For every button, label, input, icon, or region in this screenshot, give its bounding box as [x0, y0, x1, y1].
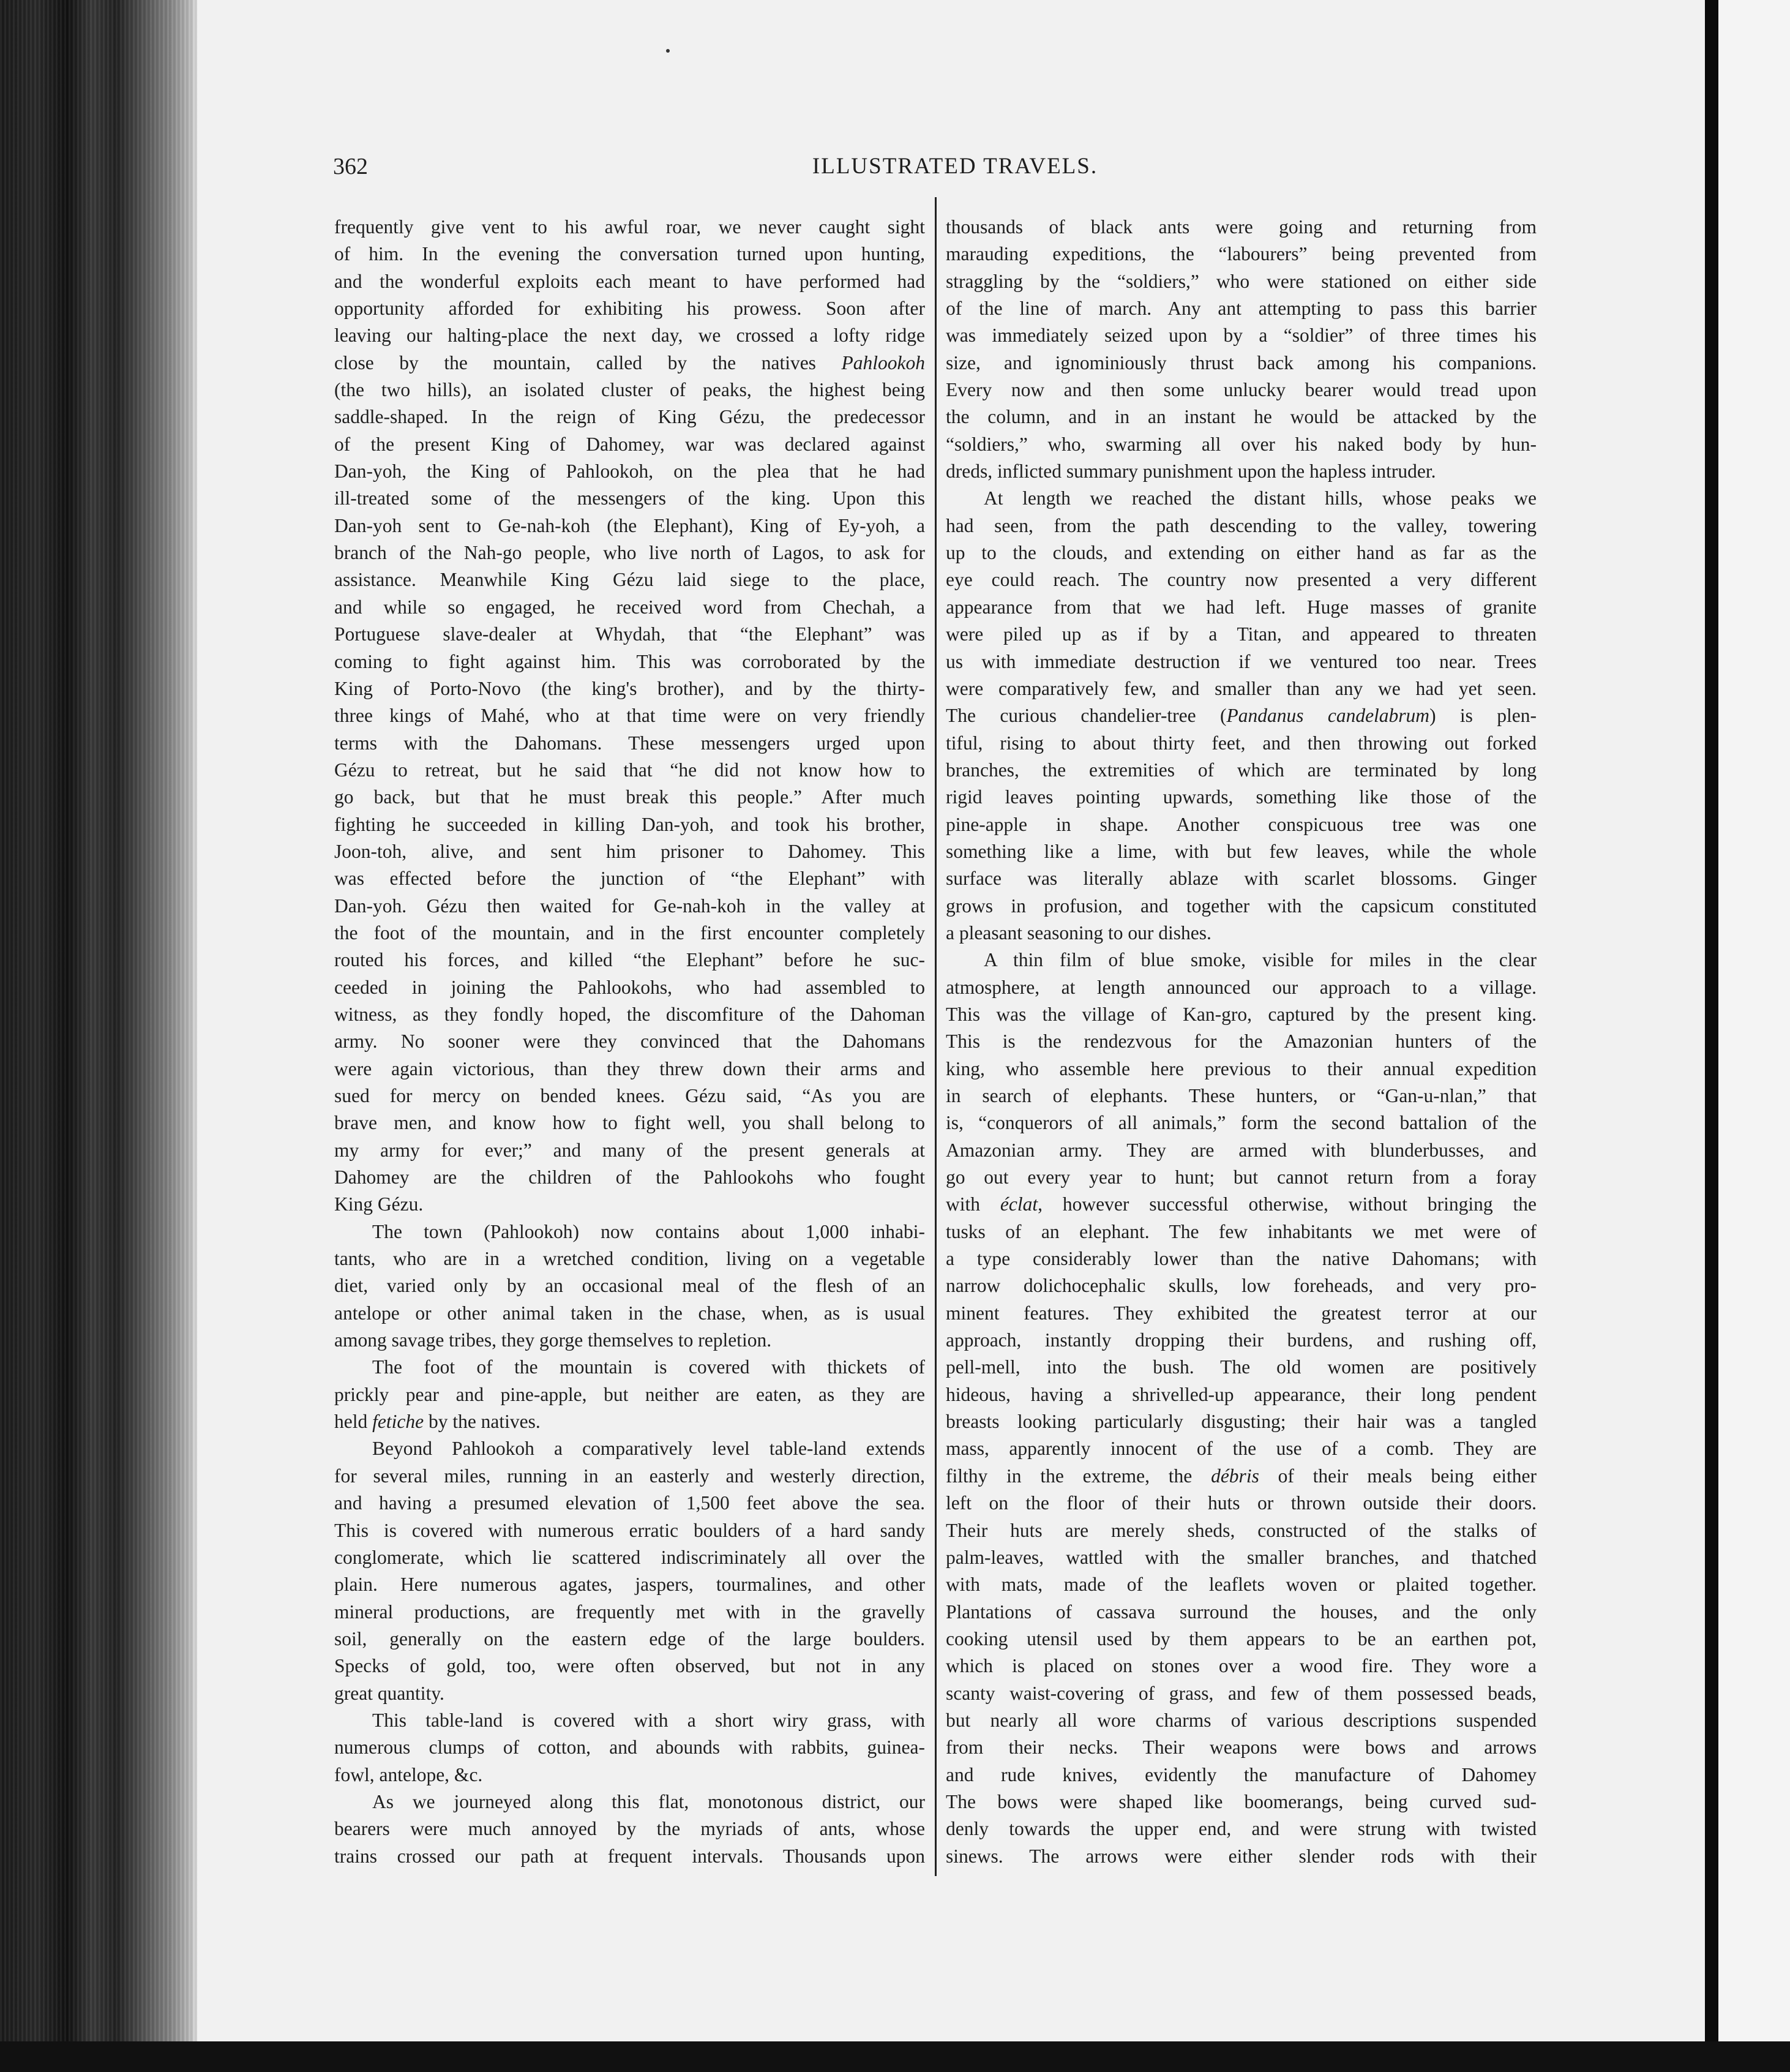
text-line: but nearly all wore charms of various descriptions suspended [946, 1709, 1537, 1731]
text-line: hideous, having a shrivelled-up appearance, their long pendent [946, 1383, 1537, 1405]
text-line: At length we reached the distant hills, whose peaks we [984, 487, 1537, 509]
text-line: As we journeyed along this flat, monotonous district, our [372, 1790, 925, 1812]
text-line: and having a presumed elevation of 1,500 feet above the sea. [334, 1492, 925, 1514]
column-rule [935, 197, 937, 1876]
text-line: were again victorious, than they threw down their arms and [334, 1057, 925, 1079]
text-line: king, who assemble here previous to their annual expedition [946, 1057, 1537, 1079]
text-line: go back, but that he must break this people.” After much [334, 786, 925, 808]
paragraph [946, 947, 1537, 1870]
text-line: sued for mercy on bended knees. Gézu said, “As you are [334, 1085, 925, 1106]
italic-term: débris [1211, 1465, 1259, 1487]
text-line: antelope or other animal taken in the chase, when, as is usual [334, 1302, 925, 1324]
text-line: size, and ignominiously thrust back among his companions. [946, 351, 1537, 373]
italic-term: Pahlookoh [841, 351, 925, 373]
text-line: tants, who are in a wretched condition, living on a vegetable [334, 1248, 925, 1270]
text-line [334, 1408, 925, 1435]
text-line: fowl, antelope, &c. [334, 1763, 483, 1785]
text-line: left on the floor of their huts or thrown outside their doors. [946, 1492, 1537, 1514]
book-binding-edge [0, 0, 197, 2072]
text-line: plain. Here numerous agates, jaspers, tourmalines, and other [334, 1574, 925, 1596]
text-line: were piled up as if by a Titan, and appeared to threaten [946, 623, 1537, 645]
text-line: Portuguese slave-dealer at Whydah, that “the Elephant” was [334, 623, 925, 645]
text-line: three kings of Mahé, who at that time were on very friendly [334, 705, 925, 727]
text-line: ill-treated some of the messengers of the king. Upon this [334, 487, 925, 509]
text-line: mass, apparently innocent of the use of a comb. They are [946, 1438, 1537, 1460]
text-segment: with [946, 1193, 1000, 1215]
text-line: The town (Pahlookoh) now contains about 1,000 inhabi- [372, 1220, 925, 1242]
left-column [334, 214, 925, 1870]
text-line: The foot of the mountain is covered with thickets of [372, 1356, 925, 1378]
text-line: among savage tribes, they gorge themselves to repletion. [334, 1329, 772, 1351]
text-segment: held [334, 1411, 373, 1433]
italic-term: Pandanus candelabrum [1226, 705, 1430, 727]
text-line: palm-leaves, wattled with the smaller branches, and thatched [946, 1546, 1537, 1568]
text-line: routed his forces, and killed “the Elephant” before he suc- [334, 949, 925, 971]
text-line: surface was literally ablaze with scarlet blossoms. Ginger [946, 868, 1537, 890]
text-line: This is covered with numerous erratic boulders of a hard sandy [334, 1519, 925, 1541]
text-line: approach, instantly dropping their burdens, and rushing off, [946, 1329, 1537, 1351]
adjacent-page-edge [1718, 0, 1790, 2041]
text-line: bearers were much annoyed by the myriads of ants, whose [334, 1818, 925, 1840]
text-line: conglomerate, which lie scattered indiscriminately all over the [334, 1546, 925, 1568]
text-line: tiful, rising to about thirty feet, and then throwing out forked [946, 732, 1537, 754]
text-line: was immediately seized upon by a “soldier” of three times his [946, 325, 1537, 347]
text-line: Dan-yoh. Gézu then waited for Ge-nah-koh in the valley at [334, 895, 925, 917]
text-line: mineral productions, are frequently met with in the gravelly [334, 1601, 925, 1623]
text-line: This table-land is covered with a short wiry grass, with [372, 1709, 925, 1731]
text-line: go out every year to hunt; but cannot return from a foray [946, 1166, 1537, 1188]
text-line: of the present King of Dahomey, war was declared against [334, 433, 925, 455]
text-line: witness, as they fondly hoped, the discomfiture of the Dahoman [334, 1003, 925, 1025]
text-line: up to the clouds, and extending on either hand as far as the [946, 542, 1537, 564]
text-line: assistance. Meanwhile King Gézu laid siege to the place, [334, 569, 925, 591]
text-line: cooking utensil used by them appears to be an earthen pot, [946, 1627, 1537, 1650]
text-segment: filthy in the extreme, the [946, 1465, 1211, 1487]
text-line: had seen, from the path descending to the valley, towering [946, 514, 1537, 536]
text-line: Amazonian army. They are armed with blunderbusses, and [946, 1139, 1537, 1161]
text-line: prickly pear and pine-apple, but neither are eaten, as they are [334, 1383, 925, 1405]
text-line: opportunity afforded for exhibiting his prowess. Soon after [334, 298, 925, 320]
paragraph [334, 1789, 925, 1870]
text-segment: , however successful otherwise, without bringing the [1038, 1193, 1537, 1215]
text-line: leaving our halting-place the next day, we crossed a lofty ridge [334, 325, 925, 347]
text-line: King of Porto-Novo (the king's brother), and by the thirty- [334, 677, 925, 699]
paragraph [334, 214, 925, 1218]
text-segment: by the natives. [424, 1411, 541, 1433]
text-line [946, 1463, 1537, 1490]
text-line: us with immediate destruction if we ventured too near. Trees [946, 650, 1537, 672]
text-line: the column, and in an instant he would be attacked by the [946, 406, 1537, 428]
text-line: straggling by the “soldiers,” who were stationed on either side [946, 270, 1537, 292]
paragraph [334, 1354, 925, 1435]
text-line: tusks of an elephant. The few inhabitants we met were of [946, 1220, 1537, 1242]
paragraph [334, 1218, 925, 1354]
text-line: dreds, inflicted summary punishment upon the hapless intruder. [946, 460, 1436, 482]
text-line: branch of the Nah-go people, who live north of Lagos, to ask for [334, 542, 925, 564]
text-line: Plantations of cassava surround the houses, and the only [946, 1601, 1537, 1623]
text-line [334, 350, 925, 377]
text-line: pell-mell, into the bush. The old women are positively [946, 1356, 1537, 1378]
text-line: fighting he succeeded in killing Dan-yoh, and took his brother, [334, 813, 925, 835]
scan-bottom-edge [0, 2041, 1790, 2072]
paragraph [946, 214, 1537, 485]
text-line: King Gézu. [334, 1193, 424, 1215]
text-line: is, “conquerors of all animals,” form the second battalion of the [946, 1112, 1537, 1134]
text-line: Specks of gold, too, were often observed, but not in any [334, 1655, 925, 1677]
text-line: of the line of march. Any ant attempting to pass this barrier [946, 298, 1537, 320]
text-line: soil, generally on the eastern edge of the large boulders. [334, 1627, 925, 1650]
text-line: Their huts are merely sheds, constructed of the stalks of [946, 1519, 1537, 1541]
text-line: Joon-toh, alive, and sent him prisoner to Dahomey. This [334, 840, 925, 862]
text-line: Every now and then some unlucky bearer would tread upon [946, 379, 1537, 401]
text-line: great quantity. [334, 1682, 444, 1704]
text-line: a pleasant seasoning to our dishes. [946, 922, 1211, 944]
text-line: brave men, and know how to fight well, you shall belong to [334, 1112, 925, 1134]
text-line: from their necks. Their weapons were bows and arrows [946, 1736, 1537, 1759]
text-line: Dan-yoh, the King of Pahlookoh, on the plea that he had [334, 460, 925, 482]
text-line: “soldiers,” who, swarming all over his naked body by hun- [946, 433, 1537, 455]
text-line: appearance from that we had left. Huge masses of granite [946, 596, 1537, 618]
text-line: in search of elephants. These hunters, or “Gan-u-nlan,” that [946, 1085, 1537, 1106]
italic-term: éclat [1000, 1193, 1038, 1215]
text-line [946, 702, 1537, 729]
text-segment: ) is plen- [1429, 705, 1537, 727]
text-line: Dahomey are the children of the Pahlookohs who fought [334, 1166, 925, 1188]
text-line: minent features. They exhibited the greatest terror at our [946, 1302, 1537, 1324]
text-line: coming to fight against him. This was corroborated by the [334, 650, 925, 672]
text-line: This is the rendezvous for the Amazonian hunters of the [946, 1030, 1537, 1053]
page-number: 362 [333, 154, 368, 179]
text-line: sinews. The arrows were either slender rods with their [946, 1845, 1537, 1867]
text-line: were comparatively few, and smaller than any we had yet seen. [946, 677, 1537, 699]
text-line: thousands of black ants were going and returning from [946, 216, 1537, 238]
text-line: terms with the Dahomans. These messengers urged upon [334, 732, 925, 754]
text-line: eye could reach. The country now presented a very different [946, 569, 1537, 591]
running-head: ILLUSTRATED TRAVELS. [812, 154, 1098, 179]
text-line: denly towards the upper end, and were strung with twisted [946, 1818, 1537, 1840]
text-line: something like a lime, with but few leaves, while the whole [946, 840, 1537, 862]
text-line: and rude knives, evidently the manufacture of Dahomey [946, 1763, 1537, 1785]
text-line: my army for ever;” and many of the present generals at [334, 1139, 925, 1161]
text-line: trains crossed our path at frequent intervals. Thousands upon [334, 1845, 925, 1867]
text-line: breasts looking particularly disgusting; their hair was a tangled [946, 1411, 1537, 1433]
text-line: with mats, made of the leaflets woven or plaited together. [946, 1574, 1537, 1596]
text-line: atmosphere, at length announced our approach to a village. [946, 976, 1537, 998]
text-line: scanty waist-covering of grass, and few of them possessed beads, [946, 1682, 1537, 1704]
text-line: narrow dolichocephalic skulls, low foreheads, and very pro- [946, 1275, 1537, 1297]
text-line: of him. In the evening the conversation turned upon hunting, [334, 243, 925, 265]
text-line: Dan-yoh sent to Ge-nah-koh (the Elephant), King of Ey-yoh, a [334, 514, 925, 536]
paragraph [334, 1435, 925, 1706]
text-line: grows in profusion, and together with the capsicum constituted [946, 895, 1537, 917]
text-line: frequently give vent to his awful roar, we never caught sight [334, 216, 925, 238]
text-line: rigid leaves pointing upwards, something like those of the [946, 786, 1537, 808]
text-line: This was the village of Kan-gro, captured by the present king. [946, 1003, 1537, 1025]
text-line: a type considerably lower than the native Dahomans; with [946, 1248, 1537, 1270]
text-line: Gézu to retreat, but he said that “he did not know how to [334, 759, 925, 781]
text-line: marauding expeditions, the “labourers” being prevented from [946, 243, 1537, 265]
right-column [946, 214, 1537, 1870]
text-line: pine-apple in shape. Another conspicuous tree was one [946, 813, 1537, 835]
text-line: diet, varied only by an occasional meal of the flesh of an [334, 1275, 925, 1297]
text-line: A thin film of blue smoke, visible for miles in the clear [984, 949, 1537, 971]
text-line: branches, the extremities of which are terminated by long [946, 759, 1537, 781]
text-segment: of their meals being either [1259, 1465, 1537, 1487]
text-line: the foot of the mountain, and in the first encounter completely [334, 922, 925, 944]
text-line: and the wonderful exploits each meant to have performed had [334, 270, 925, 292]
text-line: for several miles, running in an easterly and westerly direction, [334, 1465, 925, 1487]
italic-term: fetiche [372, 1411, 424, 1433]
text-line [946, 1191, 1537, 1218]
text-line: (the two hills), an isolated cluster of peaks, the highest being [334, 379, 925, 401]
text-line: ceeded in joining the Pahlookohs, who had assembled to [334, 976, 925, 998]
text-line: and while so engaged, he received word from Chechah, a [334, 596, 925, 618]
text-line: The bows were shaped like boomerangs, being curved sud- [946, 1790, 1537, 1812]
text-line: army. No sooner were they convinced that the Dahomans [334, 1030, 925, 1053]
ink-speck [666, 49, 670, 53]
text-segment: close by the mountain, called by the natives [334, 351, 842, 373]
text-line: saddle-shaped. In the reign of King Gézu, the predecessor [334, 406, 925, 428]
text-line: was effected before the junction of “the Elephant” with [334, 868, 925, 890]
text-line: numerous clumps of cotton, and abounds with rabbits, guinea- [334, 1736, 925, 1759]
paragraph [946, 485, 1537, 947]
paragraph [334, 1707, 925, 1789]
text-segment: The curious chandelier-tree ( [946, 705, 1227, 727]
text-line: which is placed on stones over a wood fire. They wore a [946, 1655, 1537, 1677]
page-gutter-shadow [1705, 0, 1718, 2072]
text-line: Beyond Pahlookoh a comparatively level table-land extends [372, 1438, 925, 1460]
